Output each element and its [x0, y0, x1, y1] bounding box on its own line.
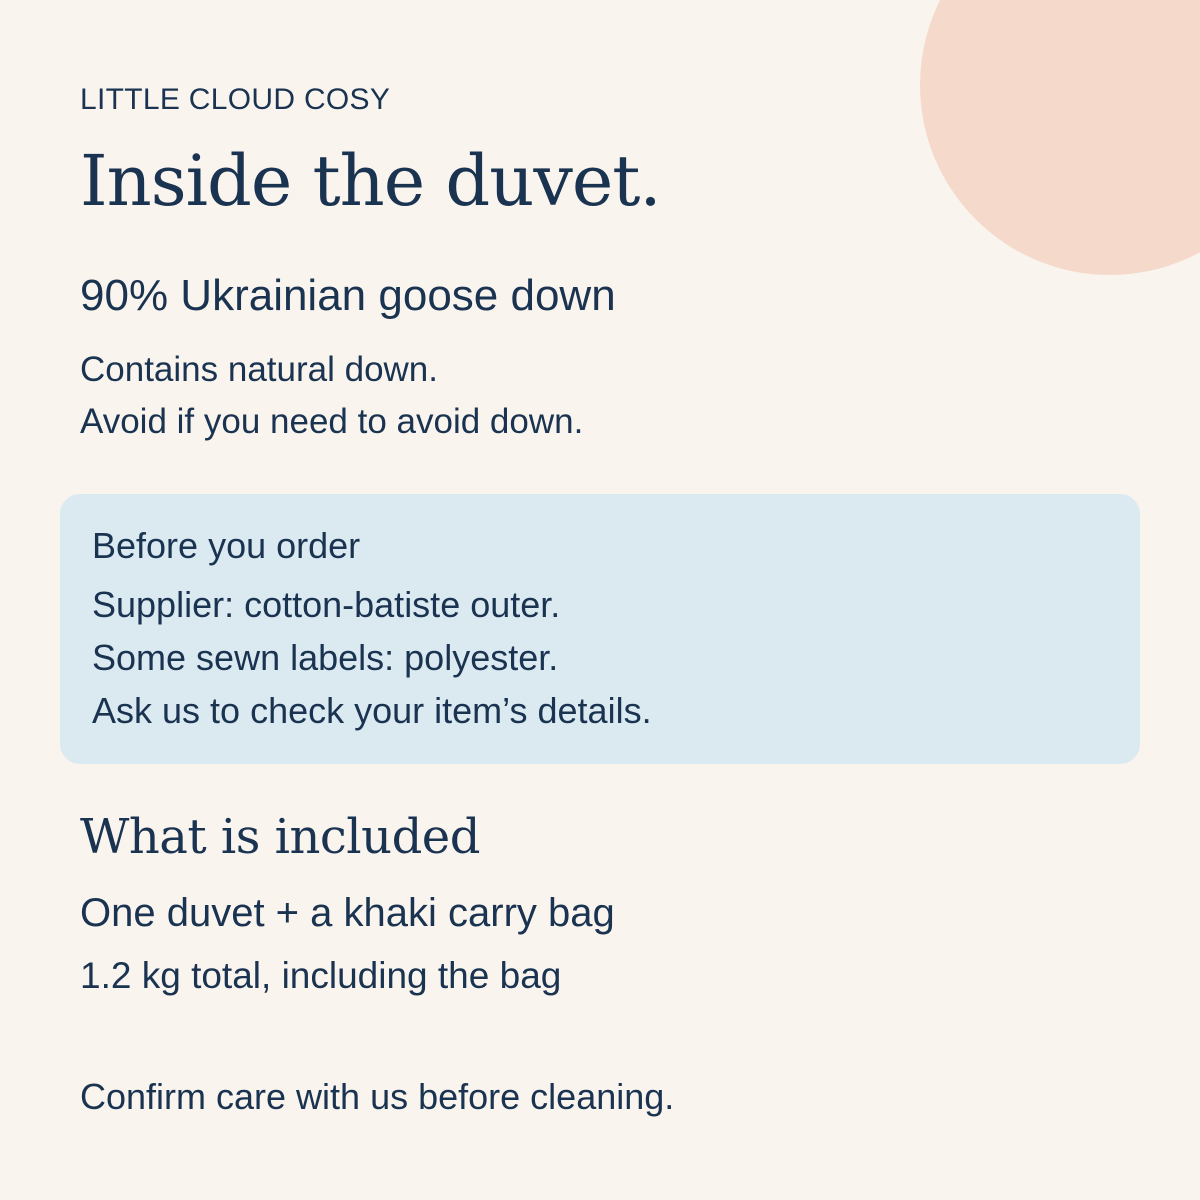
down-warning-line: Contains natural down.	[80, 350, 438, 389]
filling-title: 90% Ukrainian goose down	[80, 271, 616, 320]
brand-name: LITTLE CLOUD COSY	[80, 83, 391, 116]
included-weight: 1.2 kg total, including the bag	[80, 955, 562, 996]
included-item: One duvet + a khaki carry bag	[80, 891, 615, 935]
panel-line: Ask us to check your item’s details.	[92, 690, 652, 731]
decorative-circle	[920, 0, 1200, 275]
panel-line: Some sewn labels: polyester.	[92, 637, 559, 678]
included-title: What is included	[80, 809, 480, 865]
panel-line: Supplier: cotton-batiste outer.	[92, 584, 561, 625]
care-note: Confirm care with us before cleaning.	[80, 1076, 675, 1117]
before-you-order-panel	[60, 494, 1140, 764]
page-title: Inside the duvet.	[80, 140, 661, 222]
panel-title: Before you order	[92, 525, 361, 566]
down-warning-line: Avoid if you need to avoid down.	[80, 402, 584, 441]
